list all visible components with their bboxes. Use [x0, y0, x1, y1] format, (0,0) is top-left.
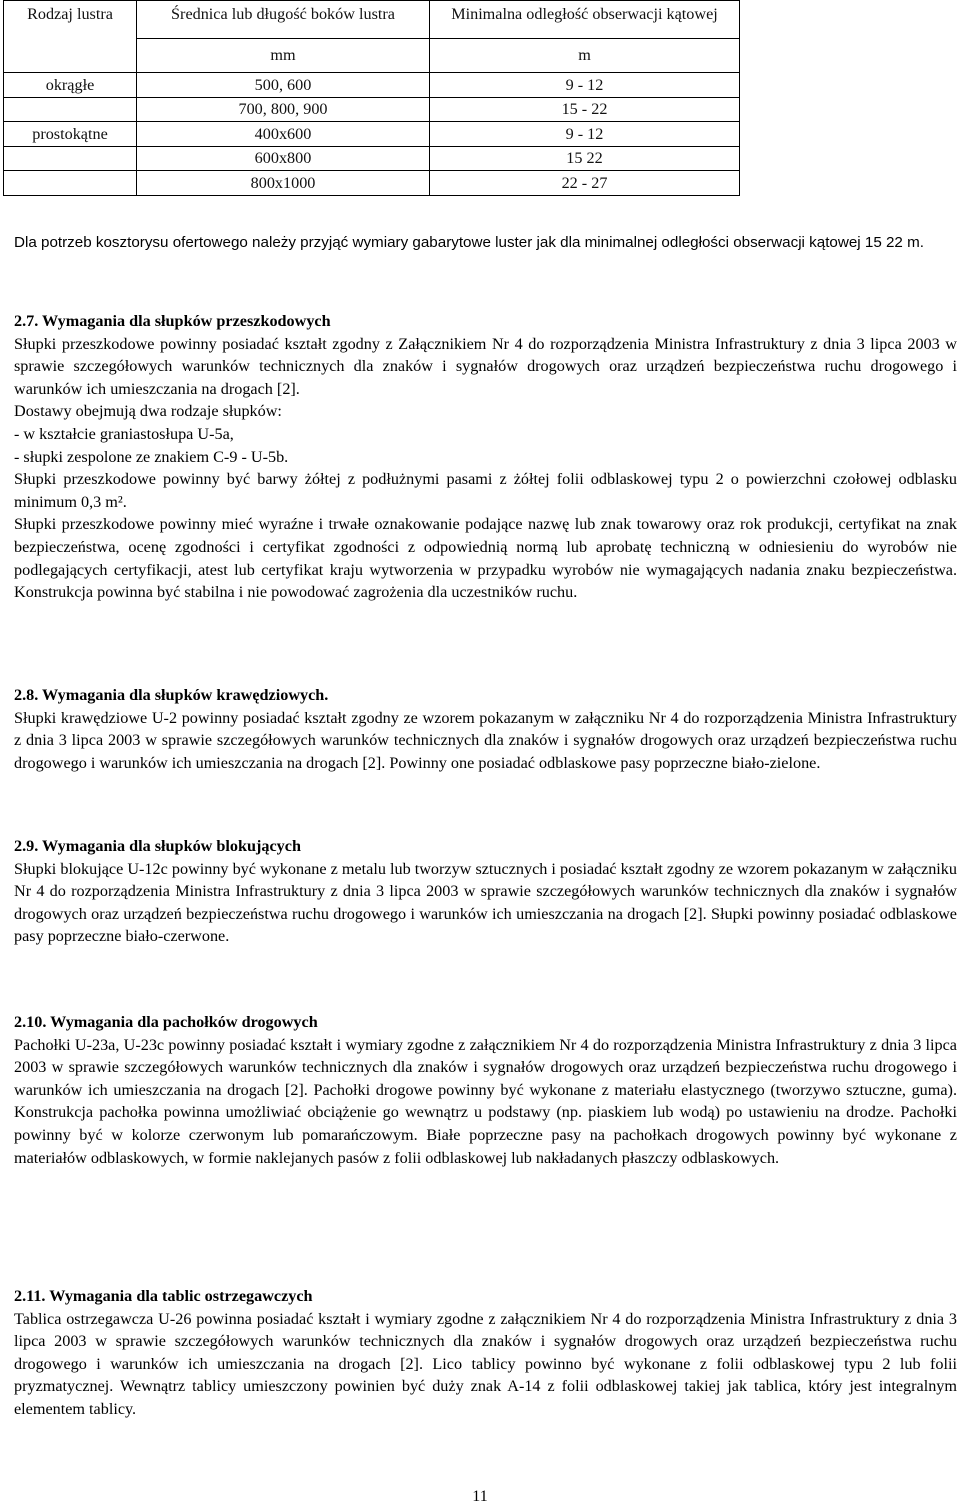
section-paragraph: Słupki przeszkodowe powinny być barwy żółtej z podłużnymi pasami z żółtej folii odblaskowej typu 2 o powierzchni czołowej odblasku minimum 0,3 m². — [14, 470, 957, 511]
cell-distance: 9 - 12 — [430, 122, 740, 147]
header-size: Średnica lub długość boków lustra — [137, 1, 430, 39]
section-heading: 2.8. Wymagania dla słupków krawędziowych. — [14, 686, 329, 704]
cell-distance: 22 - 27 — [430, 171, 740, 196]
mirror-observation-table — [3, 0, 740, 196]
section-paragraph: Pachołki U-23a, U-23c powinny posiadać kształt i wymiary zgodne z załącznikiem Nr 4 do rozporządzenia Ministra Infrastruktury z dnia 3 lipca 2003 w sprawie szczegółowych warunków technicznych dla znaków i sygnałów drogowych oraz urządzeń bezpieczeństwa ruchu drogowego i warunków ich umieszczania na drogach [2]. Pachołki drogowe powinny być wykonane z materiału elastycznego (tworzywo sztuczne, guma). Konstrukcja pachołka powinna umożliwiać obciążenie go wewnątrz u podstawy (np. piaskiem lub wodą) po ustawieniu na drodze. Pachołki powinny być w kolorze czerwonym lub pomarańczowym. Białe poprzeczne pasy na pachołkach drogowych powinny być wykonane z materiałów odblaskowych, w formie naklejanych pasów z folii odblaskowej lub nakładanych płaszczy odblaskowych. — [14, 1035, 957, 1167]
section-paragraph: Słupki przeszkodowe powinny posiadać kształt zgodny z Załącznikiem Nr 4 do rozporządzenia Ministra Infrastruktury z dnia 3 lipca 2003 w sprawie szczegółowych warunków technicznych dla znaków i sygnałów drogowych oraz urządzeń bezpieczeństwa ruchu drogowego i warunków ich umieszczania na drogach [2]. — [14, 334, 957, 398]
list-item: - w kształcie graniastosłupa U-5a, — [14, 424, 234, 443]
cell-type: okrągłe — [4, 73, 137, 98]
intro-block — [14, 232, 957, 255]
section-paragraph: Słupki blokujące U-12c powinny być wykonane z metalu lub tworzyw sztucznych i posiadać kształt zgodny ze wzorem pokazanym w załączniku Nr 4 do rozporządzenia Ministra Infrastruktury z dnia 3 lipca 2003 w sprawie szczegółowych warunków technicznych dla znaków i sygnałów drogowych oraz urządzeń bezpieczeństwa ruchu drogowego i warunków ich umieszczania na drogach [2]. Słupki powinny posiadać odblaskowe pasy poprzeczne biało-czerwone. — [14, 859, 957, 946]
section-heading: 2.10. Wymagania dla pachołków drogowych — [14, 1013, 318, 1031]
list-item: - słupki zespolone ze znakiem C-9 - U-5b. — [14, 447, 289, 466]
table-row — [4, 171, 740, 196]
table-row — [4, 73, 740, 98]
section-2-8 — [14, 684, 957, 774]
header-distance: Minimalna odległość obserwacji kątowej — [430, 1, 740, 39]
section-2-7 — [14, 310, 957, 604]
section-paragraph: Dostawy obejmują dwa rodzaje słupków: — [14, 402, 282, 421]
cell-type — [4, 97, 137, 122]
cell-distance: 15 - 22 — [430, 97, 740, 122]
section-2-10 — [14, 1011, 957, 1169]
intro-paragraph: Dla potrzeb kosztorysu ofertowego należy przyjąć wymiary gabarytowe luster jak dla minimalnej odległości obserwacji kątowej 15 22 m. — [14, 234, 924, 251]
cell-size: 400x600 — [137, 122, 430, 147]
cell-distance: 15 22 — [430, 146, 740, 171]
cell-size: 500, 600 — [137, 73, 430, 98]
page-number: 11 — [472, 1488, 488, 1505]
section-paragraph: Słupki krawędziowe U-2 powinny posiadać kształt zgodny ze wzorem pokazanym w załączniku Nr 4 do rozporządzenia Ministra Infrastruktury z dnia 3 lipca 2003 w sprawie szczegółowych warunków technicznych dla znaków i sygnałów drogowych oraz urządzeń bezpieczeństwa ruchu drogowego i warunków ich umieszczania na drogach [2]. Powinny one posiadać odblaskowe pasy poprzeczne biało-zielone. — [14, 708, 957, 772]
section-paragraph: Słupki przeszkodowe powinny mieć wyraźne i trwałe oznakowanie podające nazwę lub znak towarowy oraz rok produkcji, certyfikat na znak bezpieczeństwa, ocenę zgodności i certyfikat zgodności z odpowiednią normą lub aprobatę techniczną w odniesieniu do wyrobów nie podlegających certyfikacji, atest lub certyfikat kraju wytworzenia w przypadku wyrobów nie wymagających nadania znaku bezpieczeństwa. Konstrukcja powinna być stabilna i nie powodować zagrożenia dla uczestników ruchu. — [14, 515, 957, 602]
cell-distance: 9 - 12 — [430, 73, 740, 98]
cell-type — [4, 146, 137, 171]
section-2-11 — [14, 1285, 957, 1421]
section-2-9 — [14, 835, 957, 948]
table-row — [4, 146, 740, 171]
header-mirror-type: Rodzaj lustra — [4, 1, 137, 73]
cell-type: prostokątne — [4, 122, 137, 147]
cell-size: 600x800 — [137, 146, 430, 171]
unit-size: mm — [137, 38, 430, 72]
cell-size: 700, 800, 900 — [137, 97, 430, 122]
table-row — [4, 122, 740, 147]
section-paragraph: Tablica ostrzegawcza U-26 powinna posiadać kształt i wymiary zgodne z załącznikiem Nr 4 do rozporządzenia Ministra Infrastruktury z dnia 3 lipca 2003 w sprawie szczegółowych warunków technicznych dla znaków i sygnałów drogowych oraz urządzeń bezpieczeństwa ruchu drogowego i warunków ich umieszczania na drogach [2]. Lico tablicy powinno być wykonane z folii odblaskowej typu 2 lub folii pryzmatycznej. Wewnątrz tablicy umieszczony powinien być duży znak A-14 z folii odblaskowej takiej jak tablica, który jest integralnym elementem tablicy. — [14, 1309, 957, 1418]
section-heading: 2.11. Wymagania dla tablic ostrzegawczych — [14, 1287, 313, 1305]
table-header-row — [4, 1, 740, 39]
cell-type — [4, 171, 137, 196]
section-heading: 2.9. Wymagania dla słupków blokujących — [14, 837, 301, 855]
unit-distance: m — [430, 38, 740, 72]
cell-size: 800x1000 — [137, 171, 430, 196]
table-row — [4, 97, 740, 122]
section-heading: 2.7. Wymagania dla słupków przeszkodowych — [14, 312, 331, 330]
